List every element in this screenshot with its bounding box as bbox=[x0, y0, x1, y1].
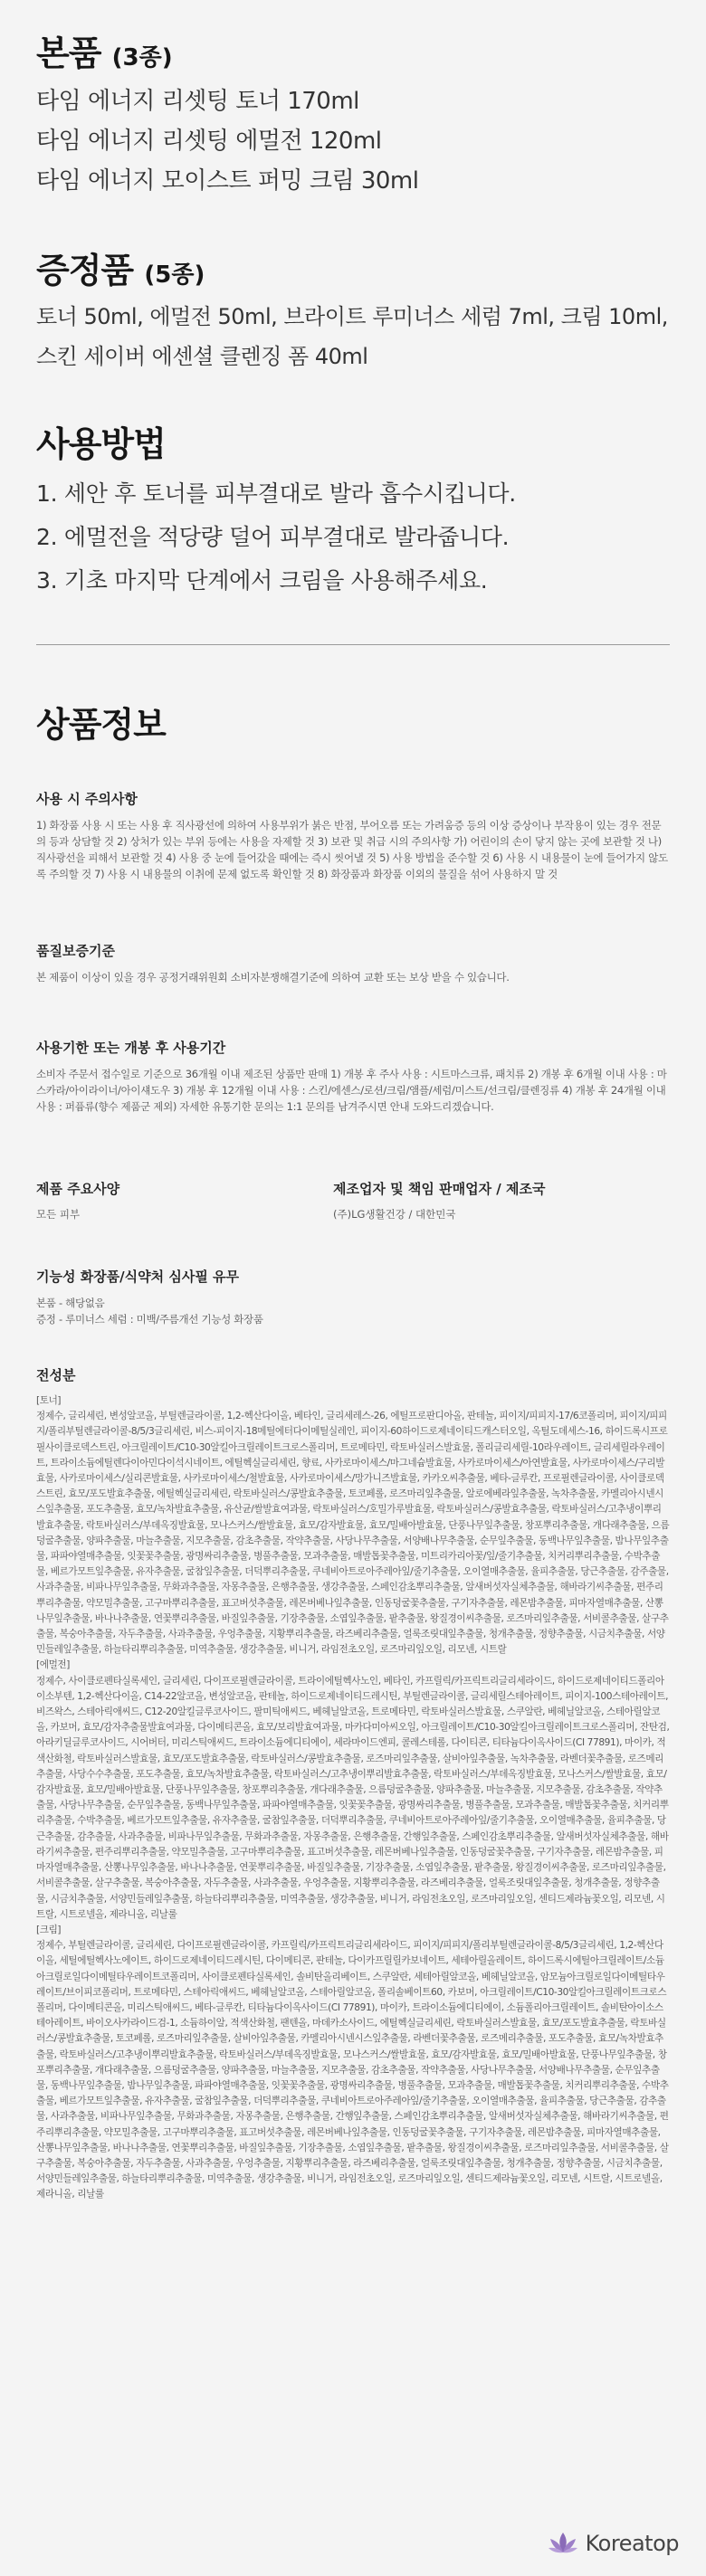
caution-title: 사용 시 주의사항 bbox=[36, 791, 138, 807]
usage-steps bbox=[36, 472, 516, 603]
usage-step: 3. 기초 마지막 단계에서 크림을 사용해주세요. bbox=[36, 567, 488, 594]
quality-title: 품질보증기준 bbox=[36, 943, 115, 959]
period-text: 소비자 주문서 접수일로 기준으로 36개월 이내 제조된 상품만 판매 1) 개봉 후 주사 사용 : 시트마스크류, 패치류 2) 개봉 후 6개월 이내 사용 : 마스카라/아이라이너/아이섀도우 3) 개봉 후 12개월 이내 사용 : 스킨/에센스/로션/크림/앰플/세럼/미스트/선크림/클렌징류 4) 개봉 후 24개월 이내 사용 : 퍼퓸류(향수 제품군 제외) 자세한 유통기한 문의는 1:1 문의를 남겨주시면 안내 도와드리겠습니다. bbox=[36, 1068, 667, 1113]
ingredients-title: 전성분 bbox=[36, 1367, 76, 1383]
section-divider bbox=[36, 644, 670, 645]
main-product-item: 타임 에너지 모이스트 퍼밍 크림 30ml bbox=[36, 167, 419, 195]
main-product-list bbox=[36, 81, 418, 201]
usage-step: 2. 에멀전을 적당량 덜어 피부결대로 발라줍니다. bbox=[36, 524, 510, 550]
gift-text: 토너 50ml, 에멀전 50ml, 브라이트 루미너스 세럼 7ml, 크림 10ml, 스킨 세이버 에센셜 클렌징 폼 40ml bbox=[36, 304, 668, 369]
functional-title: 기능성 화장품/식약처 심사필 유무 bbox=[36, 1269, 240, 1285]
maker-text: (주)LG생활건강 / 대한민국 bbox=[333, 1208, 456, 1221]
functional-text: 본품 - 해당없음 증정 - 루미너스 세럼 : 미백/주름개선 기능성 화장품 bbox=[36, 1297, 263, 1326]
koreatop-logo[interactable] bbox=[548, 2531, 679, 2556]
main-product-item: 타임 에너지 리셋팅 토너 170ml bbox=[36, 88, 359, 115]
product-info-title: 상품정보 bbox=[36, 705, 166, 745]
maker-block bbox=[333, 1179, 545, 1221]
main-product-title: 본품 (3종) bbox=[36, 33, 173, 73]
main-product-item: 타임 에너지 리셋팅 에멀전 120ml bbox=[36, 128, 382, 155]
lotus-icon bbox=[548, 2531, 578, 2556]
quality-block bbox=[36, 941, 670, 985]
quality-text: 본 제품이 이상이 있을 경우 공정거래위원회 소비자분쟁해결기준에 의하여 교환 또는 보상 받을 수 있습니다. bbox=[36, 971, 510, 984]
caution-block bbox=[36, 789, 670, 882]
logo-text: Koreatop bbox=[585, 2531, 679, 2556]
target-text: 모든 피부 bbox=[36, 1208, 81, 1221]
target-block bbox=[36, 1179, 119, 1221]
gift-title: 증정품 (5종) bbox=[36, 251, 205, 290]
usage-step: 1. 세안 후 토너를 피부결대로 발라 흡수시킵니다. bbox=[36, 480, 516, 507]
maker-title: 제조업자 및 책임 판매업자 / 제조국 bbox=[333, 1181, 546, 1197]
period-block bbox=[36, 1038, 670, 1115]
ingredients-text: [토너] 정제수, 글리세린, 변성알코올, 부틸렌글라이콜, 1,2-헥산다이올, 베타인, 글리세레스-26, 에틸프로판디아올, 판테놀, 피이지/피피지-17/6코폴리머, 피이지/피피지/폴리부틸렌글라이콜-8/5/3글리세린, 비스-피이지-18메틸에터다이메틸실레인, 피이지-60하이드로제네이티드캐스터오일, 옥틸도데세스-16, 하이드록시프로필사이클로덱스트린, 아크릴레이트/C10-30알킬아크릴레이트크로스폴리머, 트로메타민, 락토바실러스발효물, 폴리글리세릴-10라우레이트, 글리세릴라우레이트, 트라이소듐에틸렌다이아민다이석시네이트, 에틸헥실글리세린, 향료, 사카로마이세스/마그네슘발효물, 사카로마이세스/아연발효물, 사카로마이세스/구리발효물, 사카로마이세스/실리콘발효물, 사카로마이세스/철발효물, 사카로마이세스/망가니즈발효물, 카카오씨추출물, 베타-글루칸, 프로필렌글라이콜, 사이클로덱스트린, 효모/포도발효추출물, 에틸헥실글리세린, 락토바실러스/콩발효추출물, 토코페롤, 로즈마리잎추출물, 알로에베라잎추출물, 녹차추출물, 카멜리아시넨시스잎추출물, 포도추출물, 효모/녹차발효추출물, 유산균/쌀발효여과물, 락토바실러스/호밀가루발효물, 락토바실러스/콩발효추출물, 락토바실러스/고추냉이뿌리발효추출물, 락토바실러스/부데옥징발효물, 모나스커스/쌀발효물, 효모/감자발효물, 효모/밀배아발효물, 단풍나무잎추출물, 창포뿌리추출물, 개다래추출물, 으름덩굴추출물, 양파추출물, 마늘추출물, 지모추출물, 감초추출물, 작약추출물, 사당나무추출물, 서양배나무추출물, 순무잎추출물, 동백나무잎추출물, 밤나무잎추출물, 파파야열매추출물, 잇꽃꽃추출물, 광명싸리추출물, 병풀추출물, 모과추출물, 매발톱꽃추출물, 미트리카리아꽃/잎/줄기추출물, 치커리뿌리추출물, 수박추출물, 베르가모트잎추출물, 유자추출물, 굴참잎추출물, 더덕뿌리추출물, 쿠네비아트로아주레아잎/줄기추출물, 오이열매추출물, 율피추출물, 당근추출물, 감주출물, 사과추출물, 비파나무잎추출물, 무화과추출물, 자몽추출물, 은행추출물, 생강추출물, 스페인감초뿌리추출물, 알새버섯자실체추출물, 해바라기씨추출물, 편주리뿌리추출물, 약모밀추출물, 고구마뿌리추출물, 표고버섯추출물, 레몬버베나잎추출물, 인동덩굴꽃추출물, 구기자추출물, 레몬밤추출물, 피마자열매추출물, 산뽕나무잎추출물, 바나나추출물, 연꽃뿌리추출물, 바질잎추출물, 기장추출물, 소엽잎추출물, 팥추출물, 왕질경이씨추출물, 로즈마리잎추출물, 서비콜추출물, 살구추출물, 복숭아추출물, 자두추출물, 사과추출물, 우엉추출물, 지황뿌리추출물, 라즈베리추출물, 얼룩조릿대잎추출물, 청개추출물, 정향추출물, 시금치추출물, 서양민들레잎추출물, 하늘타리뿌리추출물, 미역추출물, 생강추출물, 비니거, 라임전초오일, 로즈마리잎오일, 리모넨, 시트랄 [에멀전] 정제수, 사이클로펜타실록세인, 글리세린, 다이프로필렌글라이콜, 트라이에틸헥사노인, 베타인, 카프릴릭/카프릭트리글리세라이드, 하이드로제네이티드폴리아이소부텐, 1,2-헥산다이올, C14-22알코올, 변성알코올, 판테놀, 하이드로제네이티드레시틴, 부틸렌글라이콜, 글리세릴스테아레이트, 피이지-100스테아레이트, 비즈왁스, 스테아릭애씨드, C12-20알킬글루코사이드, 팔미틱애씨드, 베헤닐알코올, 트로메타민, 락토바실러스발효물, 스쿠알란, 베헤닐알코올, 스테아릴알코올, 카보머, 효모/감자추출물발효여과물, 다이메티콘올, 효모/보리발효여과물, 마카다미아씨오일, 아크릴레이트/C10-30알킬아크릴레이트크로스폴리머, 잔탄검, 아라키딜글루코사이드, 시어버터, 미리스틱애씨드, 트라이소듐에디티에이, 세라마이드엔피, 콜레스테롤, 다이티콘, 티타늄다이옥사이드(CI 77891), 마이카, 적색산화철, 락토바실러스발효물, 효모/포도발효추출물, 락토바실러스/콩발효추출물, 로즈마리잎추출물, 살비아잎추출물, 녹차추출물, 라벤더꽃추출물, 로즈메리추출물, 사당수수추출물, 포도추출물, 효모/녹차발효추출물, 락토바실러스/고추냉이뿌리발효추출물, 락토바실러스/부데옥징발효물, 모나스커스/쌀발효물, 효모/감자발효물, 효모/밀배아발효물, 단풍나무잎추출물, 창포뿌리추출물, 개다래추출물, 으름덩굴추출물, 양파추출물, 마늘추출물, 지모추출물, 감초추출물, 작약추출물, 사당나무추출물, 순무잎추출물, 동백나무잎추출물, 파파야열매추출물, 잇꽃꽃추출물, 광명싸리추출물, 병풀추출물, 모과추출물, 매발톱꽃추출물, 치커리뿌리추출물, 수박추출물, 베르가모트잎추출물, 유자추출물, 굴참잎추출물, 더덕뿌리추출물, 쿠네비아트로아주레아잎/줄기추출물, 오이열매추출물, 율피추출물, 당근추출물, 감추출물, 사과추출물, 비파나무잎추출물, 무화과추출물, 자몽추출물, 은행추출물, 간행잎추출물, 스페인감초뿌리추출물, 알새버섯자실체추출물, 해바라기씨추출물, 편주리뿌리추출물, 약모밀추출물, 고구마뿌리추출물, 표고버섯추출물, 레몬버베나잎추출물, 인동덩굴꽃추출물, 구기자추출물, 레몬밤추출물, 피마자열매추출물, 산뽕나무잎추출물, 바나나추출물, 연꽃뿌리추출물, 바질잎추출물, 기장추출물, 소엽잎추출물, 팥추출물, 왕질경이씨추출물, 로즈마리잎추출물, 서비콜추출물, 살구추출물, 복숭아추출물, 자두추출물, 사과추출물, 우엉추출물, 지황뿌리추출물, 라즈베리추출물, 얼룩조릿대잎추출물, 청개추출물, 정향추출물, 시금치추출물, 서양민들레잎추출물, 하늘타리뿌리추출물, 미역추출물, 생강추출물, 비니거, 라임전초오일, 로즈마리잎오일, 센티드제라늄꽃오일, 리모넨, 시트랄, 시트로넬올, 제라니올, 리날룰 [크림] 정제수, 부틸렌글라이콜, 글리세린, 다이프로필렌글라이콜, 카프릴릭/카프릭트리글리세라이드, 피이지/피피지/폴리부틸렌글라이콜-8/5/3글리세린, 1,2-헥산다이올, 세틸에틸헥사노에이트, 하이드로제네이티드레시틴, 다이메티콘, 판테놀, 다이카프릴릴카보네이트, 세테아릴올레이트, 하이드록시에틸아크릴레이트/소듐아크릴로일다이메틸타우레이트코폴리머, 사이클로펜타실록세인, 솔비탄올리베이트, 스쿠알란, 세테아릴알코올, 베헤닐알코올, 암모늄아크릴로일다이메틸타우레이트/브이피코폴리머, 트로메타민, 스테아릭애씨드, 베헤닐알코올, 스테아릴알코올, 폴리솔베이트60, 카보머, 아크릴레이트/C10-30알킬아크릴레이트크로스폴리머, 다이메티콘올, 미리스틱애씨드, 베타-글루칸, 티타늄다이옥사이드(CI 77891), 마이카, 트라이소듐에디티에이, 소듐폴리아크릴레이트, 솔비탄아이소스테아레이트, 바이오사카라이드검-1, 소듐하이알, 적색산화철, 팬텐올, 마데카소사이드, 에틸헥실글리세린, 락토바실러스발효물, 효모/포도발효추출물, 락토바실러스/콩발효추출물, 토코페롤, 로즈마리잎추출물, 살비아잎추출물, 카멜리아시넨시스잎추출물, 라벤더꽃추출물, 로즈메리추출물, 포도추출물, 효모/녹차발효추출물, 락토바실러스/고추냉이뿌리발효추출물, 락토바실러스/부데옥징발효물, 모나스커스/쌀발효물, 효모/감자발효물, 효모/밀배아발효물, 단풍나무잎추출물, 창포뿌리추출물, 개다래추출물, 으름덩굴추출물, 양파추출물, 마늘추출물, 지모추출물, 감초추출물, 작약추출물, 사당나무추출물, 서양배나무추출물, 순무잎추출물, 동백나무잎추출물, 밤나무잎추출물, 파파야열매추출물, 잇꽃꽃추출물, 광명싸리추출물, 병풀추출물, 모과추출물, 매발톱꽃추출물, 치커리뿌리추출물, 수박추출물, 베르가모트잎추출물, 유자추출물, 굴참잎추출물, 더덕뿌리추출물, 쿠네비아트로아주레아잎/줄기추출물, 오이열매추출물, 율피추출물, 당근추출물, 감추출물, 사과추출물, 비파나무잎추출물, 무화과추출물, 자몽추출물, 은행추출물, 간행잎추출물, 스페인감초뿌리추출물, 알새버섯자실체추출물, 해바라기씨추출물, 편주리뿌리추출물, 약모밀추출물, 고구마뿌리추출물, 표고버섯추출물, 레몬버베나잎추출물, 인동덩굴꽃추출물, 구기자추출물, 레몬밤추출물, 피마자열매추출물, 산뽕나무잎추출물, 바나나추출물, 연꽃뿌리추출물, 바질잎추출물, 기장추출물, 소엽잎추출물, 팥추출물, 왕질경이씨추출물, 로즈마리잎추출물, 서비콜추출물, 살구추출물, 복숭아추출물, 자두추출물, 사과추출물, 우엉추출물, 지황뿌리추출물, 라즈베리추출물, 얼룩조릿대잎추출물, 청개추출물, 정향추출물, 시금치추출물, 서양민들레잎추출물, 하늘타리뿌리추출물, 미역추출물, 생강추출물, 비니거, 라임전초오일, 로즈마리잎오일, 센티드제라늄꽃오일, 리모넨, 시트랄, 시트로넬올, 제라니올, 리날룰 bbox=[36, 1395, 670, 2201]
functional-block bbox=[36, 1267, 670, 1327]
ingredients-block bbox=[36, 1365, 670, 2203]
period-title: 사용기한 또는 개봉 후 사용기간 bbox=[36, 1040, 226, 1056]
usage-title: 사용방법 bbox=[36, 424, 166, 464]
gift-count: (5종) bbox=[144, 261, 205, 289]
target-title: 제품 주요사양 bbox=[36, 1181, 120, 1197]
caution-text: 1) 화장품 사용 시 또는 사용 후 직사광선에 의하여 사용부위가 붉은 반점, 부어오름 또는 가려움증 등의 이상 증상이나 부작용이 있는 경우 전문의 등과 상담할 것 2) 상처가 있는 부위 등에는 사용을 자제할 것 3) 보관 및 취급 시의 주의사항 가) 어린이의 손이 닿지 않는 곳에 보관할 것 나) 직사광선을 피해서 보관할 것 4) 사용 중 눈에 들어갔을 때에는 즉시 씻어낼 것 5) 사용 방법을 준수할 것 6) 사용 시 내용물이 눈에 들어가지 않도록 주의할 것 7) 사용 시 내용물의 이취에 문제 없도록 확인할 것 8) 화장품과 화장품 이외의 물질을 섞어 사용하지 말 것 bbox=[36, 819, 668, 880]
main-product-count: (3종) bbox=[111, 44, 173, 71]
